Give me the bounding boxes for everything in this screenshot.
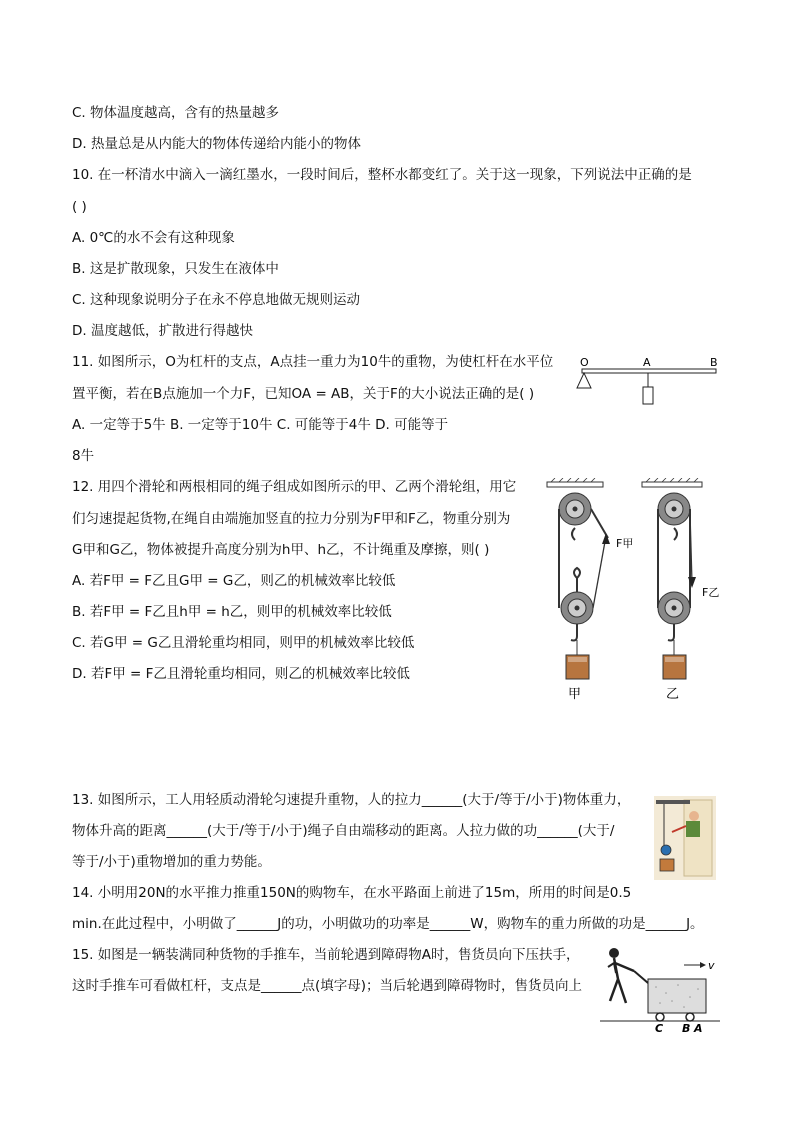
q10-option-b: B. 这是扩散现象，只发生在液体中: [72, 261, 279, 277]
q13-line3: 等于/小于)重物增加的重力势能。: [72, 854, 271, 870]
q12-option-d: D. 若F甲 = F乙且滑轮重均相同，则乙的机械效率比较低: [72, 666, 410, 682]
label-yi: 乙: [666, 687, 680, 702]
q14-line1: 14. 小明用20N的水平推力推重150N的购物车，在水平路面上前进了15m，所用的时间是0.5: [72, 885, 632, 901]
q12-option-c: C. 若G甲 = G乙且滑轮重均相同，则甲的机械效率比较低: [72, 635, 415, 651]
q12-stem-line2: 们匀速提起货物,在绳自由端施加竖直的拉力分别为F甲和F乙，物重分别为: [72, 511, 511, 527]
fulcrum-icon: [577, 373, 591, 388]
q12-stem-line1: 12. 用四个滑轮和两根相同的绳子组成如图所示的甲、乙两个滑轮组，用它: [72, 479, 517, 495]
q13-line2: 物体升高的距离______(大于/等于/小于)绳子自由端移动的距离。人拉力做的功______(大于/: [72, 823, 615, 839]
q12-option-b: B. 若F甲 = F乙且h甲 = h乙，则甲的机械效率比较低: [72, 604, 392, 620]
pulley-set-yi: [642, 478, 719, 702]
front-wheel: [686, 1013, 694, 1021]
q10-option-c: C. 这种现象说明分子在永不停息地做无规则运动: [72, 292, 361, 308]
arrow-up-icon: [602, 533, 610, 544]
q10-option-a: A. 0℃的水不会有这种现象: [72, 230, 235, 246]
pulley-figure: [542, 478, 727, 703]
lever-bar: [582, 369, 716, 373]
q12-stem-line3: G甲和G乙，物体被提升高度分别为h甲、h乙，不计绳重及摩擦，则( ): [72, 542, 490, 558]
force-label-yi: F乙: [702, 586, 720, 599]
q11-stem-line1: 11. 如图所示，O为杠杆的支点，A点挂一重力为10牛的重物，为使杠杆在水平位: [72, 354, 554, 370]
q11-stem-line2: 置平衡，若在B点施加一个力F，已知OA = AB，关于F的大小说法正确的是( ): [72, 386, 535, 402]
cart-label-b: B: [682, 1022, 691, 1033]
lever-figure: [572, 352, 722, 412]
q11-options-cont: 8牛: [72, 448, 95, 464]
q10-stem-line1: 10. 在一杯清水中滴入一滴红墨水，一段时间后，整杯水都变红了。关于这一现象，下列说法中正确的是: [72, 167, 692, 183]
worker-pulley-figure: [654, 796, 716, 880]
q10-option-d: D. 温度越低，扩散进行得越快: [72, 323, 253, 339]
cart-figure: [600, 945, 724, 1033]
cart-label-c: C: [655, 1022, 664, 1033]
velocity-label: v: [708, 959, 715, 972]
pulley-set-jia: [547, 478, 633, 702]
arrow-right-icon: [700, 962, 706, 968]
q11-options: A. 一定等于5牛 B. 一定等于10牛 C. 可能等于4牛 D. 可能等于: [72, 417, 449, 433]
q10-stem-line2: ( ): [72, 199, 87, 215]
rear-wheel: [656, 1013, 664, 1021]
q15-line1: 15. 如图是一辆装满同种货物的手推车，当前轮遇到障碍物A时，售货员向下压扶手，: [72, 947, 580, 963]
cart-label-a: A: [694, 1022, 703, 1033]
lever-label-b: B: [710, 356, 718, 369]
label-jia: 甲: [568, 687, 582, 702]
lever-label-o: O: [580, 356, 589, 369]
q15-line2: 这时手推车可看做杠杆，支点是______点(填字母)；当后轮遇到障碍物时，售货员向上: [72, 978, 583, 994]
q12-option-a: A. 若F甲 = F乙且G甲 = G乙，则乙的机械效率比较低: [72, 573, 396, 589]
hanging-weight: [643, 387, 653, 404]
q13-line1: 13. 如图所示，工人用轻质动滑轮匀速提升重物，人的拉力______(大于/等于/小于)物体重力，: [72, 792, 631, 808]
lever-label-a: A: [643, 356, 651, 369]
q14-line2: min.在此过程中，小明做了______J的功，小明做功的功率是______W，购物车的重力所做的功是______J。: [72, 916, 704, 932]
force-label-jia: F甲: [616, 537, 634, 550]
q9-option-d: D. 热量总是从内能大的物体传递给内能小的物体: [72, 136, 361, 152]
q9-option-c: C. 物体温度越高，含有的热量越多: [72, 105, 280, 121]
